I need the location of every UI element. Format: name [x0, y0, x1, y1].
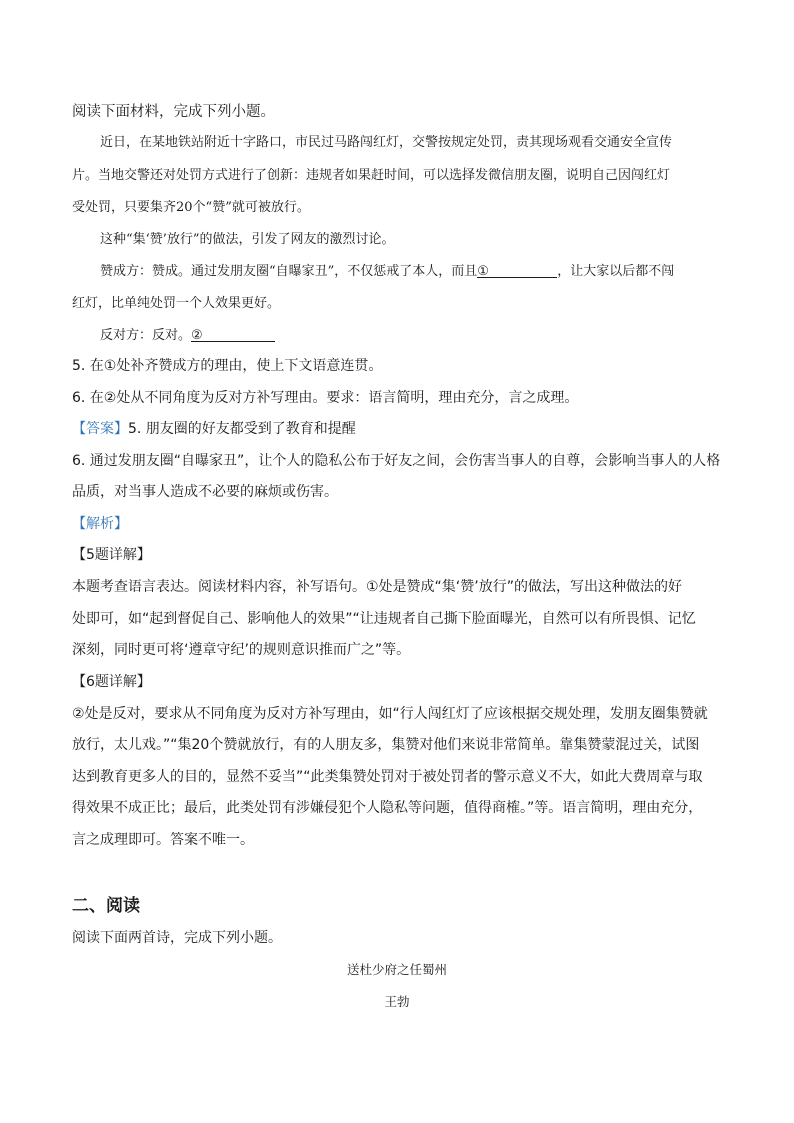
analysis-6-line3: 达到教育更多人的目的，显然不妥当”“此类集赞处罚对于被处罚者的警示意义不大，如此大费周章与取 [72, 769, 703, 785]
answer-line [72, 419, 722, 439]
blank-1-marker: ① [477, 264, 489, 279]
section-2-title: 二、阅读 [72, 896, 140, 916]
poem-title: 送杜少府之任蜀州 [346, 962, 447, 977]
blank-1 [477, 262, 557, 278]
analysis-6-heading: 【6题详解】 [72, 674, 151, 690]
material-p1-line1: 近日，在某地铁站附近十字路口，市民过马路闯红灯，交警按规定处罚，责其现场观看交通安全宣传 [100, 135, 673, 150]
answer-6-line1: 6. 通过发朋友圈“自曝家丑”，让个人的隐私公布于好友之间，会伤害当事人的自尊，会影响当事人的人格 [72, 453, 721, 469]
blank-2-marker: ② [191, 328, 203, 343]
material-p3-line2: 红灯，比单纯处罚一个人效果更好。 [72, 296, 281, 311]
question-6: 6. 在②处从不同角度为反对方补写理由。要求：语言简明，理由充分，言之成理。 [72, 390, 579, 406]
analysis-6-line4: 得效果不成正比；最后，此类处罚有涉嫌侵犯个人隐私等问题，值得商榷。”等。语言简明，理由充分， [72, 800, 703, 816]
question-5: 5. 在①处补齐赞成方的理由，使上下文语意连贯。 [72, 358, 383, 374]
analysis-6-line1: ②处是反对，要求从不同角度为反对方补写理由，如“行人闯红灯了应该根据交规处理，发朋友圈集赞就 [72, 706, 708, 722]
section-2-intro: 阅读下面两首诗，完成下列小题。 [72, 930, 282, 946]
analysis-6-line2: 放行，太儿戏。”“集20个赞就放行，有的人朋友多，集赞对他们来说非常简单。靠集赞蒙混过关，试图 [72, 737, 700, 753]
analysis-5-heading: 【5题详解】 [72, 547, 151, 563]
material-p3-line1 [100, 262, 722, 282]
analysis-6-line5: 言之成理即可。答案不唯一。 [72, 832, 254, 848]
material-p3-text-a: 赞成方：赞成。通过发朋友圈“自曝家丑”，不仅惩戒了本人，而且 [100, 264, 478, 279]
poem-author: 王勃 [384, 994, 410, 1009]
answer-5: 5. 朋友圈的好友都受到了教育和提醒 [128, 421, 356, 437]
analysis-5-line1: 本题考查语言表达。阅读材料内容，补写语句。①处是赞成“集‘赞’放行”的做法，写出这种做法的好 [72, 579, 682, 595]
material-p4 [100, 326, 722, 346]
material-p4-text: 反对方：反对。 [100, 328, 192, 343]
material-p1-line3: 受处罚，只要集齐20个“赞”就可被放行。 [72, 200, 310, 215]
answer-tag: 【答案】 [72, 421, 128, 437]
answer-6-line2: 品质，对当事人造成不必要的麻烦或伤害。 [72, 484, 338, 500]
material-p1-line2: 片。当地交警还对处罚方式进行了创新：违规者如果赶时间，可以选择发微信朋友圈，说明自己因闯红灯 [72, 168, 671, 183]
analysis-5-line2: 处即可，如“起到督促自己、影响他人的效果”“让违规者自己撕下脸面曝光，自然可以有所畏惧、记忆 [72, 611, 696, 627]
analysis-tag: 【解析】 [72, 516, 128, 532]
analysis-5-line3: 深刻，同时更可将‘遵章守纪’的规则意识推而广之”等。 [72, 642, 411, 658]
material-p2: 这种“集‘赞’放行”的做法，引发了网友的激烈讨论。 [100, 232, 395, 247]
blank-2 [191, 326, 275, 342]
material-p3-text-b: ，让大家以后都不闯 [557, 264, 675, 279]
question-intro: 阅读下面材料，完成下列小题。 [72, 104, 275, 120]
